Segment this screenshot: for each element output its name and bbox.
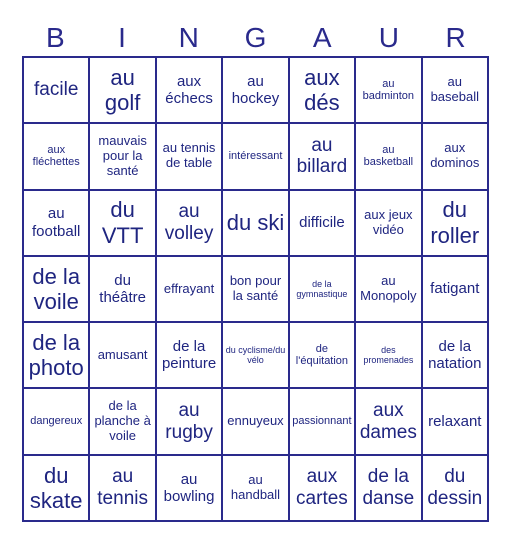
bingo-cell[interactable]: mauvais pour la santé [89,123,155,189]
bingo-cell[interactable]: relaxant [422,388,488,454]
header-letter-b: B [46,22,65,53]
bingo-cell[interactable]: aux fléchettes [23,123,89,189]
bingo-cell[interactable]: dangereux [23,388,89,454]
bingo-cell[interactable]: au bowling [156,455,222,521]
bingo-cell[interactable]: au Monopoly [355,256,421,322]
bingo-cell[interactable]: au hockey [222,57,288,123]
bingo-cell[interactable]: au badminton [355,57,421,123]
bingo-cell[interactable]: de la photo [23,322,89,388]
bingo-cell[interactable]: au tennis de table [156,123,222,189]
bingo-cell[interactable]: du VTT [89,190,155,256]
bingo-cell[interactable]: effrayant [156,256,222,322]
bingo-cell[interactable]: de la voile [23,256,89,322]
header-letter-u: U [378,22,400,53]
bingo-cell[interactable]: de la planche à voile [89,388,155,454]
bingo-cell[interactable]: de la danse [355,455,421,521]
bingo-cell[interactable]: au tennis [89,455,155,521]
bingo-cell[interactable]: du roller [422,190,488,256]
bingo-cell[interactable]: de la gymnastique [289,256,355,322]
bingo-cell[interactable]: aux jeux vidéo [355,190,421,256]
bingo-cell[interactable]: au baseball [422,57,488,123]
bingo-cell[interactable]: au football [23,190,89,256]
bingo-cell[interactable]: de la peinture [156,322,222,388]
bingo-cell[interactable]: ennuyeux [222,388,288,454]
bingo-cell[interactable]: aux dames [355,388,421,454]
bingo-cell[interactable]: des promenades [355,322,421,388]
bingo-cell[interactable]: au golf [89,57,155,123]
bingo-cell[interactable]: aux échecs [156,57,222,123]
header-letter-n: N [178,22,199,53]
bingo-cell[interactable]: de la natation [422,322,488,388]
bingo-cell[interactable]: passionnant [289,388,355,454]
bingo-cell[interactable]: intéressant [222,123,288,189]
bingo-cell[interactable]: aux cartes [289,455,355,521]
bingo-grid [22,56,489,522]
bingo-cell[interactable]: difficile [289,190,355,256]
bingo-cell[interactable]: au volley [156,190,222,256]
bingo-cell[interactable]: au billard [289,123,355,189]
bingo-cell[interactable]: bon pour la santé [222,256,288,322]
header-letter-a: A [312,22,332,53]
bingo-cell[interactable]: fatigant [422,256,488,322]
bingo-cell[interactable]: au handball [222,455,288,521]
bingo-cell[interactable]: aux dés [289,57,355,123]
header-letter-g: G [244,22,267,53]
header-letter-i: I [118,22,126,53]
bingo-cell[interactable]: du cyclisme/du vélo [222,322,288,388]
bingo-cell[interactable]: au rugby [156,388,222,454]
bingo-cell[interactable]: facile [23,57,89,123]
bingo-cell[interactable]: du théâtre [89,256,155,322]
bingo-cell[interactable]: de l'équitation [289,322,355,388]
header-letter-r: R [445,22,466,53]
bingo-header [22,20,489,56]
bingo-cell[interactable]: du dessin [422,455,488,521]
bingo-cell[interactable]: au basketball [355,123,421,189]
bingo-cell[interactable]: aux dominos [422,123,488,189]
bingo-cell[interactable]: du ski [222,190,288,256]
bingo-cell[interactable]: du skate [23,455,89,521]
bingo-cell[interactable]: amusant [89,322,155,388]
